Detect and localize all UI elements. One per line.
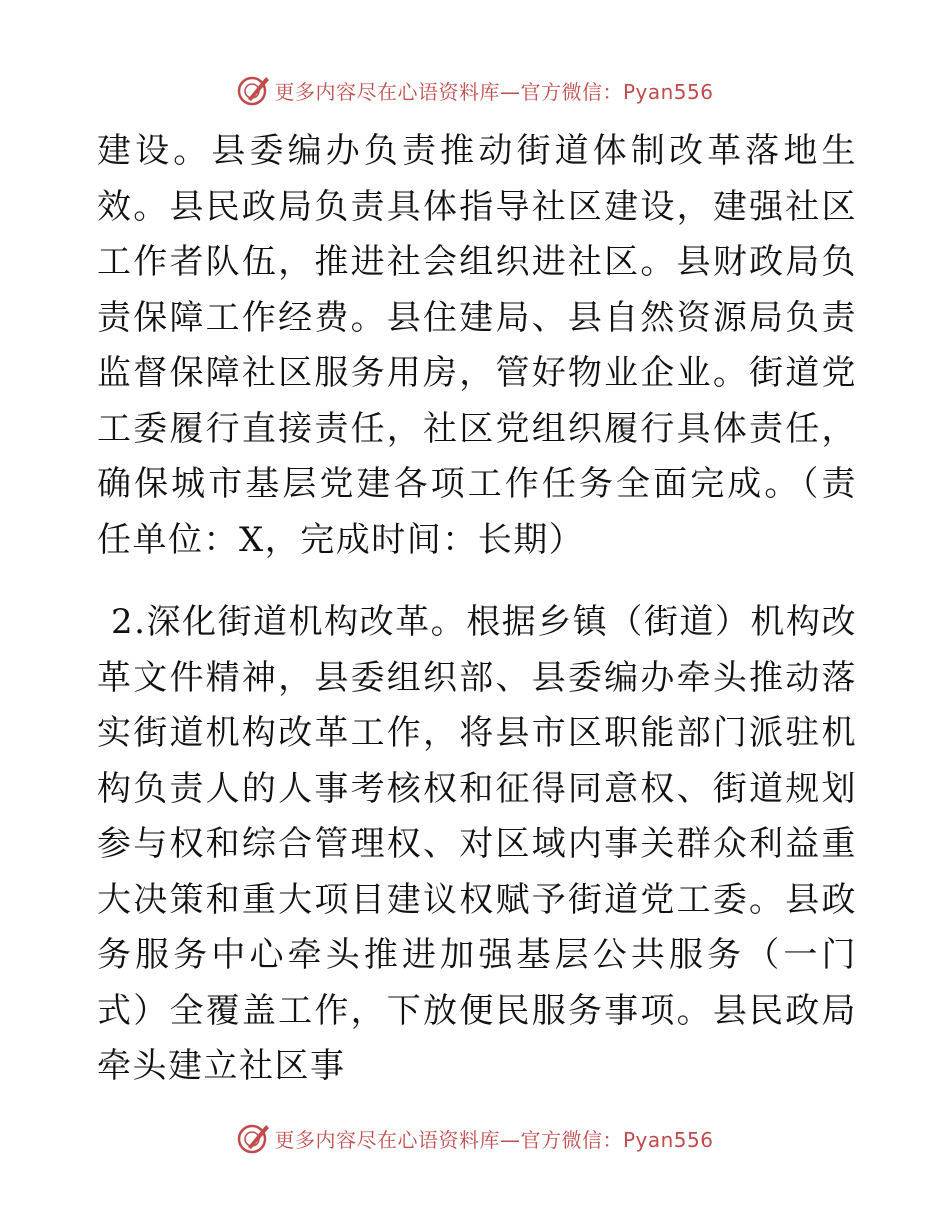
watermark-text: 更多内容尽在心语资料库—官方微信：Pyan556 bbox=[274, 79, 714, 104]
document-body bbox=[97, 124, 857, 1095]
watermark-text: 更多内容尽在心语资料库—官方微信：Pyan556 bbox=[274, 1127, 714, 1152]
paragraph-2: 2.深化街道机构改革。根据乡镇（街道）机构改革文件精神，县委组织部、县委编办牵头推动落实街道机构改革工作，将县市区职能部门派驻机构负责人的人事考核权和征得同意权、街道规划参与权和综合管理权、对区域内事关群众利益重大决策和重大项目建议权赋予街道党工委。县政务服务中心牵头推进加强基层公共服务（一门式）全覆盖工作，下放便民服务事项。县民政局牵头建立社区事 bbox=[97, 602, 857, 1086]
header-watermark bbox=[0, 70, 950, 110]
pen-circle-icon bbox=[236, 73, 270, 107]
pen-circle-icon bbox=[236, 1121, 270, 1155]
paragraph-1: 建设。县委编办负责推动街道体制改革落地生效。县民政局负责具体指导社区建设，建强社区工作者队伍，推进社会组织进社区。县财政局负责保障工作经费。县住建局、县自然资源局负责监督保障社区服务用房，管好物业企业。街道党工委履行直接责任，社区党组织履行具体责任，确保城市基层党建各项工作任务全面完成。（责任单位：X，完成时间：长期） bbox=[97, 131, 857, 560]
footer-watermark bbox=[0, 1118, 950, 1158]
